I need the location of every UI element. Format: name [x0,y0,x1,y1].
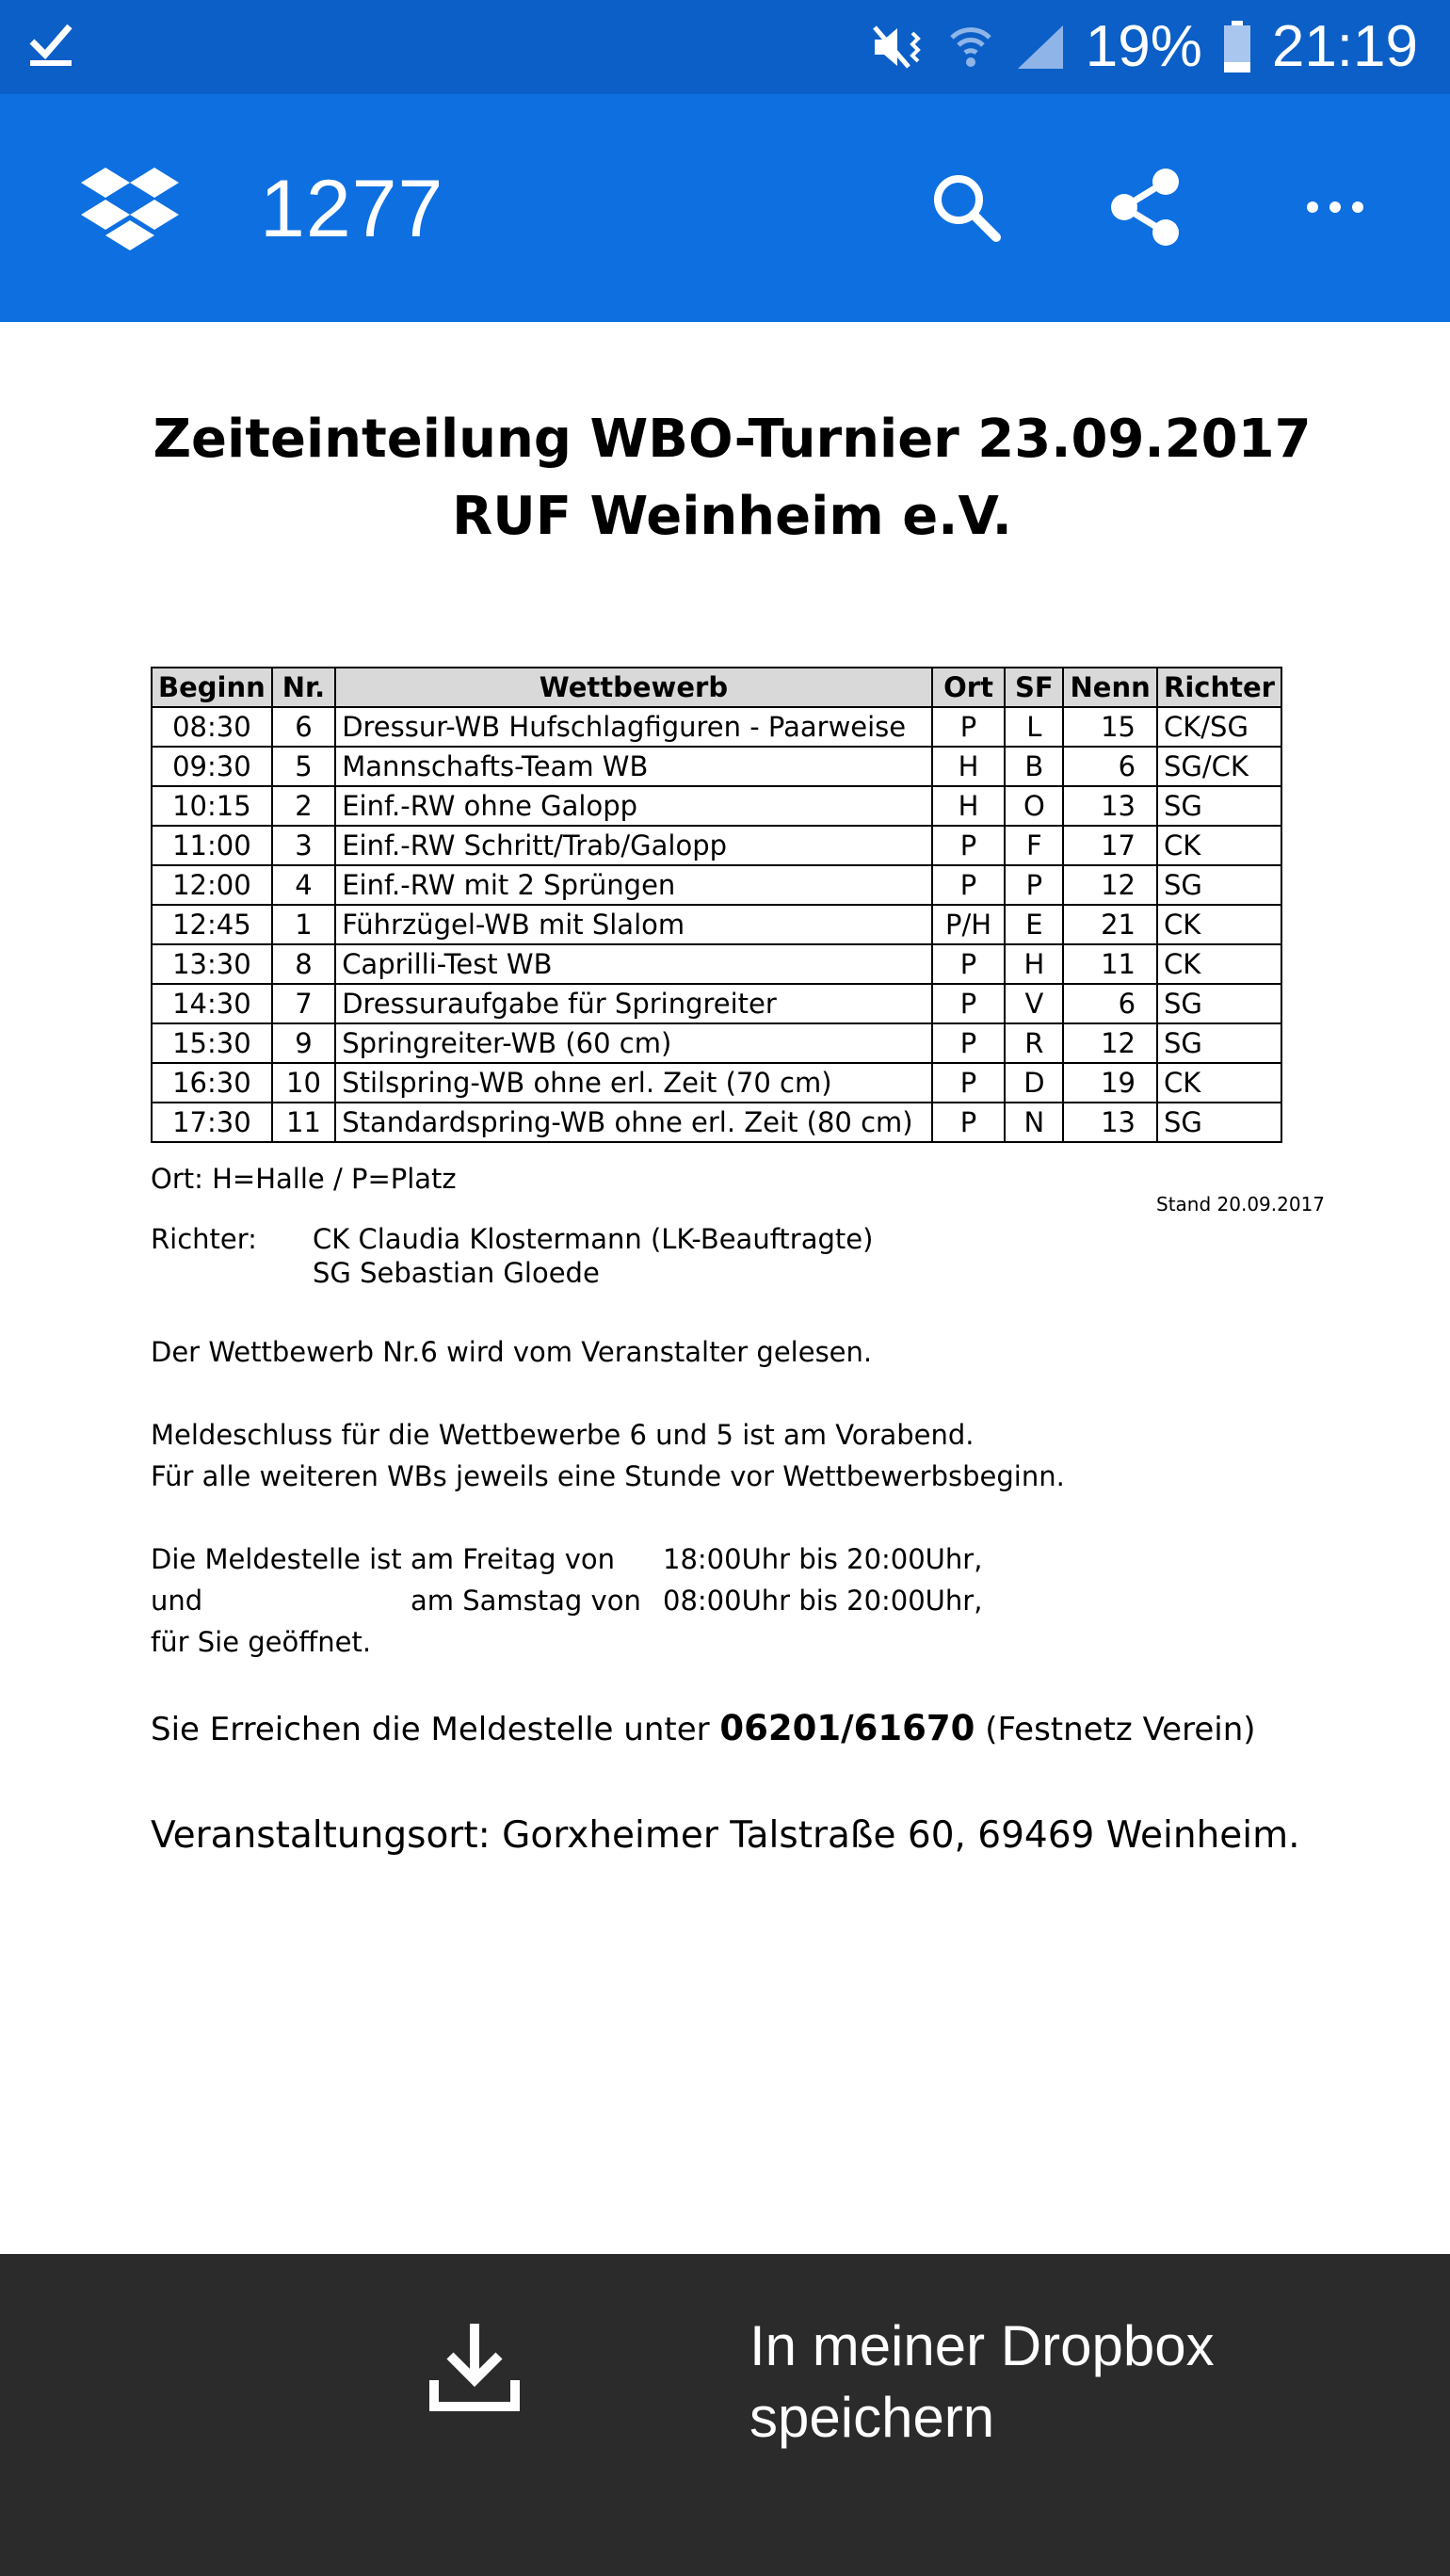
cell-ort: P [932,1023,1006,1063]
cell-ort: P [932,826,1006,865]
column-header: Wettbewerb [335,668,932,707]
cell-nr: 7 [272,984,335,1023]
mute-vibrate-icon [871,24,926,71]
column-header: Richter [1157,668,1281,707]
cell-wettbewerb: Springreiter-WB (60 cm) [335,1023,932,1063]
cell-richter: SG [1157,984,1281,1023]
cell-beginn: 16:30 [152,1063,272,1103]
cell-beginn: 11:00 [152,826,272,865]
phone-line [151,1704,1256,1754]
save-to-dropbox-button[interactable]: In meiner Dropbox speichern [749,2314,1215,2449]
table-row [152,1063,1281,1103]
cell-ort: P [932,944,1006,984]
column-header: Nenn [1063,668,1157,707]
battery-icon [1223,21,1251,73]
cell-nenn: 19 [1063,1063,1157,1103]
cell-sf: F [1005,826,1063,865]
cell-beginn: 17:30 [152,1103,272,1142]
cell-sf: O [1005,786,1063,826]
meldestelle-text: Die Meldestelle ist [151,1543,402,1575]
document-title-line2: RUF Weinheim e.V. [452,486,1012,547]
cell-ort: P [932,1103,1006,1142]
cell-wettbewerb: Dressur-WB Hufschlagfiguren - Paarweise [335,707,932,747]
cell-sf: D [1005,1063,1063,1103]
meldestelle-day: am Freitag von [411,1543,616,1575]
cell-richter: CK [1157,944,1281,984]
cell-richter: CK [1157,905,1281,944]
cell-richter: SG [1157,786,1281,826]
share-icon [1107,167,1183,252]
status-bar [0,0,1450,94]
cell-nenn: 21 [1063,905,1157,944]
meldestelle-hours: 08:00Uhr bis 20:00Uhr, [663,1585,983,1617]
cell-ort: P [932,1063,1006,1103]
table-row [152,786,1281,826]
cell-wettbewerb: Standardspring-WB ohne erl. Zeit (80 cm) [335,1103,932,1142]
cell-sf: L [1005,707,1063,747]
cell-richter: SG [1157,865,1281,905]
app-bar [0,94,1450,322]
cell-beginn: 12:00 [152,865,272,905]
cell-nenn: 6 [1063,984,1157,1023]
wifi-icon [946,23,995,72]
cell-richter: SG/CK [1157,747,1281,786]
cell-nr: 9 [272,1023,335,1063]
cell-nenn: 12 [1063,865,1157,905]
cell-nr: 5 [272,747,335,786]
signal-icon [1016,24,1065,71]
cell-nenn: 12 [1063,1023,1157,1063]
cell-wettbewerb: Mannschafts-Team WB [335,747,932,786]
meldeschluss-line: Meldeschluss für die Wettbewerbe 6 und 5 ist am Vorabend. [151,1419,975,1451]
cell-nenn: 15 [1063,707,1157,747]
cell-nr: 4 [272,865,335,905]
download-icon [429,2320,520,2419]
cell-nenn: 13 [1063,1103,1157,1142]
cell-beginn: 14:30 [152,984,272,1023]
phone-suffix: (Festnetz Verein) [985,1711,1256,1748]
cell-nenn: 6 [1063,747,1157,786]
cell-ort: H [932,747,1006,786]
cell-wettbewerb: Einf.-RW mit 2 Sprüngen [335,865,932,905]
table-row [152,984,1281,1023]
column-header: SF [1005,668,1063,707]
table-row [152,1103,1281,1142]
phone-number: 06201/61670 [719,1708,975,1748]
save-to-dropbox-bar[interactable] [0,2254,1450,2576]
meldestelle-day: am Samstag von [411,1585,641,1617]
checkmark-notification-icon [28,21,73,68]
cell-wettbewerb: Führzügel-WB mit Slalom [335,905,932,944]
richter-entry: SG Sebastian Gloede [313,1257,600,1289]
table-row [152,747,1281,786]
meldestelle-text: für Sie geöffnet. [151,1626,372,1658]
cell-beginn: 13:30 [152,944,272,984]
cell-ort: P/H [932,905,1006,944]
column-header: Ort [932,668,1006,707]
cell-sf: P [1005,865,1063,905]
cell-beginn: 15:30 [152,1023,272,1063]
cell-ort: P [932,865,1006,905]
cell-ort: P [932,984,1006,1023]
cell-nr: 10 [272,1063,335,1103]
more-icon [1305,200,1365,219]
share-button[interactable] [1092,156,1198,262]
cell-richter: CK [1157,1063,1281,1103]
cell-sf: E [1005,905,1063,944]
cell-sf: V [1005,984,1063,1023]
cell-beginn: 12:45 [152,905,272,944]
battery-percent: 19% [1085,14,1202,79]
table-row [152,826,1281,865]
meldeschluss-line: Für alle weiteren WBs jeweils eine Stunde vor Wettbewerbsbeginn. [151,1460,1065,1492]
file-title: 1277 [260,164,444,254]
cell-nenn: 11 [1063,944,1157,984]
table-header-row [152,668,1281,707]
meldestelle-hours: 18:00Uhr bis 20:00Uhr, [663,1543,983,1575]
cell-wettbewerb: Stilspring-WB ohne erl. Zeit (70 cm) [335,1063,932,1103]
more-options-button[interactable] [1282,156,1388,262]
dropbox-logo-icon[interactable] [81,168,179,257]
cell-nr: 2 [272,786,335,826]
venue-address: Veranstaltungsort: Gorxheimer Talstraße 60, 69469 Weinheim. [151,1814,1300,1857]
cell-wettbewerb: Einf.-RW Schritt/Trab/Galopp [335,826,932,865]
cell-beginn: 10:15 [152,786,272,826]
cell-sf: H [1005,944,1063,984]
cell-ort: H [932,786,1006,826]
meldestelle-text: und [151,1585,203,1617]
column-header: Nr. [272,668,335,707]
phone-prefix: Sie Erreichen die Meldestelle unter [151,1711,710,1748]
cell-wettbewerb: Einf.-RW ohne Galopp [335,786,932,826]
cell-beginn: 08:30 [152,707,272,747]
note-read: Der Wettbewerb Nr.6 wird vom Veranstalter gelesen. [151,1336,873,1368]
cell-richter: CK/SG [1157,707,1281,747]
clock: 21:19 [1271,14,1418,79]
column-header: Beginn [152,668,272,707]
cell-wettbewerb: Caprilli-Test WB [335,944,932,984]
ort-legend: Ort: H=Halle / P=Platz [151,1163,457,1195]
search-button[interactable] [913,156,1019,262]
table-row [152,905,1281,944]
schedule-table [151,667,1282,1143]
cell-beginn: 09:30 [152,747,272,786]
search-icon [928,169,1004,250]
cell-nr: 1 [272,905,335,944]
table-row [152,707,1281,747]
cell-ort: P [932,707,1006,747]
cell-richter: SG [1157,1023,1281,1063]
richter-entry: CK Claudia Klostermann (LK-Beauftragte) [313,1223,874,1255]
document-title-line1: Zeiteinteilung WBO-Turnier 23.09.2017 [153,409,1312,470]
cell-wettbewerb: Dressuraufgabe für Springreiter [335,984,932,1023]
richter-label: Richter: [151,1223,257,1255]
table-row [152,944,1281,984]
cell-nr: 3 [272,826,335,865]
table-row [152,1023,1281,1063]
table-row [152,865,1281,905]
stand-date: Stand 20.09.2017 [1156,1193,1326,1216]
cell-nr: 11 [272,1103,335,1142]
cell-richter: CK [1157,826,1281,865]
cell-sf: N [1005,1103,1063,1142]
cell-nr: 6 [272,707,335,747]
cell-sf: R [1005,1023,1063,1063]
cell-nenn: 13 [1063,786,1157,826]
cell-sf: B [1005,747,1063,786]
cell-nr: 8 [272,944,335,984]
cell-richter: SG [1157,1103,1281,1142]
cell-nenn: 17 [1063,826,1157,865]
document-preview[interactable] [0,322,1450,2254]
